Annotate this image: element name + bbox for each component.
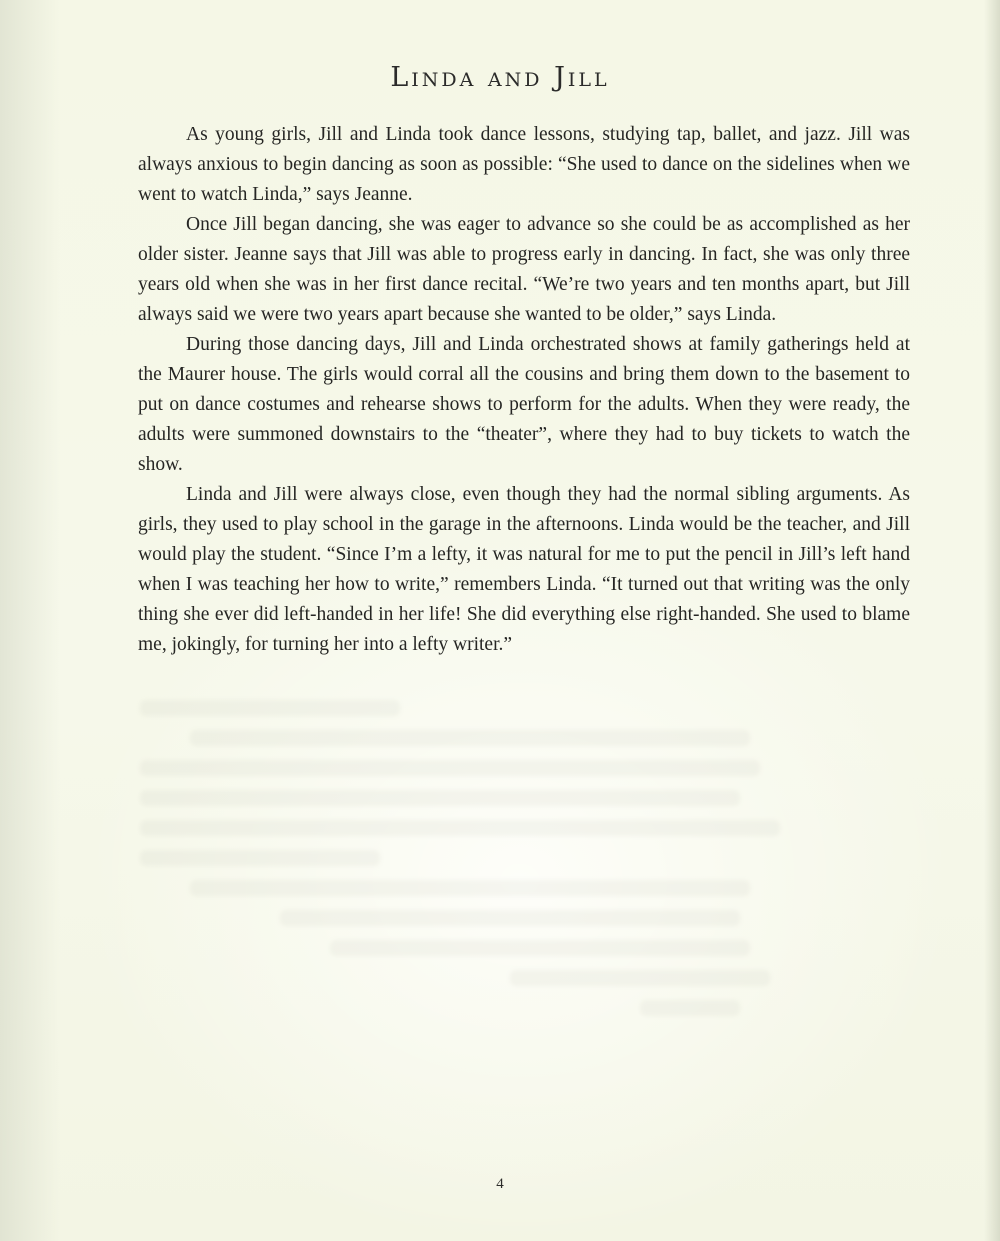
paragraph-1: As young girls, Jill and Linda took dance lessons, studying tap, ballet, and jazz. Jill was always anxious to begin dancing as soon as possible: “She used to dance on the sidelines when we went to watch Linda,” says Jeanne. [138,124,910,205]
paragraph-3: During those dancing days, Jill and Linda orchestrated shows at family gatherings held at the Maurer house. The girls would corral all the cousins and bring them down to the basement to put on dance costumes and rehearse shows to perform for the adults. When they were ready, the adults were summoned downstairs to the “theater”, where they had to buy tickets to watch the show. [138,334,910,475]
page-shadow-right [984,0,1000,1241]
page-shadow-left [0,0,60,1241]
page-number: 4 [496,1176,504,1192]
paragraph-2: Once Jill began dancing, she was eager to advance so she could be as accomplished as her older sister. Jeanne says that Jill was able to progress early in dancing. In fact, she was only three years old when she was in her first dance recital. “We’re two years and ten months apart, but Jill always said we were two years apart because she wanted to be older,” says Linda. [138,214,910,325]
paragraph-4: Linda and Jill were always close, even though they had the normal sibling arguments. As girls, they used to play school in the garage in the afternoons. Linda would be the teacher, and Jill would play the student. “Since I’m a lefty, it was natural for me to put the pencil in Jill’s left hand when I was teaching her how to write,” remembers Linda. “It turned out that writing was the only thing she ever did left-handed in her life! She did everything else right-handed. She used to blame me, jokingly, for turning her into a lefty writer.” [138,484,910,655]
chapter-title: Linda and Jill [390,62,610,93]
chapter-body [138,120,910,660]
